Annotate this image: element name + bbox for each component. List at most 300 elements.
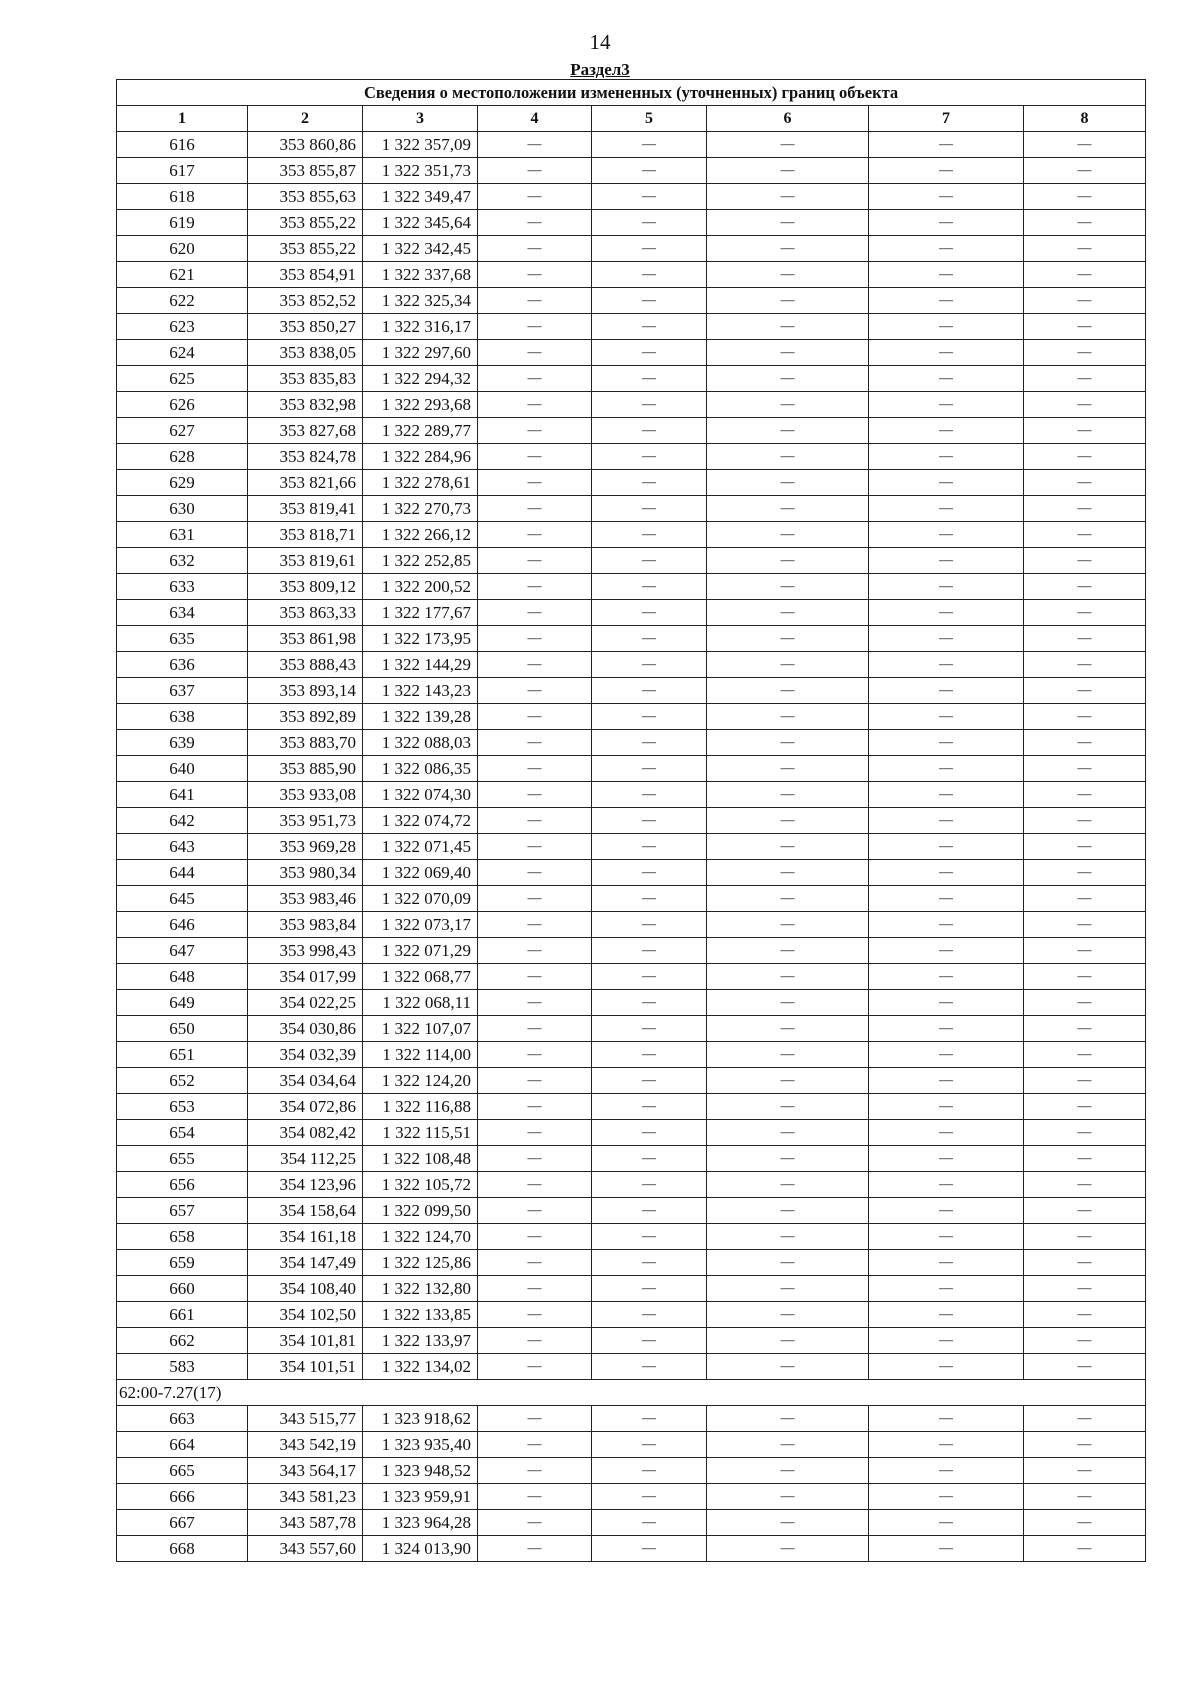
empty-value-cell: — [869,990,1024,1016]
empty-value-cell: — [869,392,1024,418]
page-number: 14 [589,30,611,54]
point-number-cell: 637 [117,678,248,704]
empty-value-cell: — [869,626,1024,652]
x-coordinate-cell: 353 809,12 [248,574,363,600]
point-number-cell: 621 [117,262,248,288]
point-number-cell: 630 [117,496,248,522]
empty-value-cell: — [478,1094,592,1120]
empty-value-cell: — [707,1250,869,1276]
point-number-cell: 654 [117,1120,248,1146]
y-coordinate-cell: 1 323 948,52 [363,1458,478,1484]
table-row [117,1042,1146,1068]
empty-value-cell: — [478,730,592,756]
y-coordinate-cell: 1 322 124,70 [363,1224,478,1250]
table-row [117,1302,1146,1328]
empty-value-cell: — [592,756,707,782]
empty-value-cell: — [869,1484,1024,1510]
empty-value-cell: — [592,470,707,496]
y-coordinate-cell: 1 322 270,73 [363,496,478,522]
empty-value-cell: — [1024,1120,1146,1146]
empty-value-cell: — [592,1354,707,1380]
empty-value-cell: — [478,1276,592,1302]
table-row [117,600,1146,626]
x-coordinate-cell: 353 892,89 [248,704,363,730]
empty-value-cell: — [592,652,707,678]
empty-value-cell: — [1024,782,1146,808]
point-number-cell: 647 [117,938,248,964]
empty-value-cell: — [592,1458,707,1484]
empty-value-cell: — [707,1172,869,1198]
table-title: Сведения о местоположении измененных (уточненных) границ объекта [117,80,1146,106]
point-number-cell: 662 [117,1328,248,1354]
empty-value-cell: — [707,1016,869,1042]
x-coordinate-cell: 343 581,23 [248,1484,363,1510]
table-row [117,1458,1146,1484]
y-coordinate-cell: 1 322 070,09 [363,886,478,912]
empty-value-cell: — [1024,1224,1146,1250]
x-coordinate-cell: 353 893,14 [248,678,363,704]
table-row [117,392,1146,418]
empty-value-cell: — [592,522,707,548]
x-coordinate-cell: 353 824,78 [248,444,363,470]
empty-value-cell: — [869,1094,1024,1120]
empty-value-cell: — [592,704,707,730]
empty-value-cell: — [1024,1354,1146,1380]
empty-value-cell: — [707,756,869,782]
empty-value-cell: — [869,1406,1024,1432]
empty-value-cell: — [1024,912,1146,938]
point-number-cell: 652 [117,1068,248,1094]
point-number-cell: 656 [117,1172,248,1198]
x-coordinate-cell: 343 564,17 [248,1458,363,1484]
empty-value-cell: — [478,1432,592,1458]
point-number-cell: 658 [117,1224,248,1250]
empty-value-cell: — [707,132,869,158]
x-coordinate-cell: 354 102,50 [248,1302,363,1328]
empty-value-cell: — [869,132,1024,158]
empty-value-cell: — [869,1042,1024,1068]
empty-value-cell: — [707,262,869,288]
empty-value-cell: — [592,288,707,314]
empty-value-cell: — [592,730,707,756]
empty-value-cell: — [869,1328,1024,1354]
empty-value-cell: — [869,288,1024,314]
empty-value-cell: — [1024,730,1146,756]
y-coordinate-cell: 1 323 959,91 [363,1484,478,1510]
empty-value-cell: — [1024,210,1146,236]
empty-value-cell: — [1024,600,1146,626]
empty-value-cell: — [478,288,592,314]
empty-value-cell: — [707,834,869,860]
x-coordinate-cell: 354 161,18 [248,1224,363,1250]
x-coordinate-cell: 353 850,27 [248,314,363,340]
y-coordinate-cell: 1 322 115,51 [363,1120,478,1146]
empty-value-cell: — [869,158,1024,184]
empty-value-cell: — [592,158,707,184]
empty-value-cell: — [478,236,592,262]
y-coordinate-cell: 1 322 316,17 [363,314,478,340]
table-row [117,1016,1146,1042]
empty-value-cell: — [592,548,707,574]
group-label: 62:00-7.27(17) [117,1380,1146,1406]
empty-value-cell: — [869,860,1024,886]
empty-value-cell: — [592,444,707,470]
x-coordinate-cell: 354 158,64 [248,1198,363,1224]
column-header: 2 [248,106,363,132]
table-row [117,444,1146,470]
point-number-cell: 635 [117,626,248,652]
empty-value-cell: — [478,574,592,600]
empty-value-cell: — [478,626,592,652]
empty-value-cell: — [1024,184,1146,210]
x-coordinate-cell: 353 883,70 [248,730,363,756]
empty-value-cell: — [1024,314,1146,340]
empty-value-cell: — [1024,262,1146,288]
empty-value-cell: — [869,834,1024,860]
y-coordinate-cell: 1 322 068,11 [363,990,478,1016]
empty-value-cell: — [869,236,1024,262]
point-number-cell: 627 [117,418,248,444]
empty-value-cell: — [869,496,1024,522]
table-row [117,158,1146,184]
x-coordinate-cell: 343 587,78 [248,1510,363,1536]
empty-value-cell: — [1024,1302,1146,1328]
y-coordinate-cell: 1 322 134,02 [363,1354,478,1380]
y-coordinate-cell: 1 322 139,28 [363,704,478,730]
point-number-cell: 649 [117,990,248,1016]
y-coordinate-cell: 1 322 133,85 [363,1302,478,1328]
empty-value-cell: — [1024,1016,1146,1042]
empty-value-cell: — [1024,496,1146,522]
x-coordinate-cell: 353 983,46 [248,886,363,912]
table-row [117,314,1146,340]
empty-value-cell: — [707,626,869,652]
empty-value-cell: — [592,808,707,834]
table-row [117,470,1146,496]
empty-value-cell: — [869,1198,1024,1224]
empty-value-cell: — [478,808,592,834]
point-number-cell: 622 [117,288,248,314]
y-coordinate-cell: 1 322 132,80 [363,1276,478,1302]
point-number-cell: 629 [117,470,248,496]
empty-value-cell: — [478,782,592,808]
empty-value-cell: — [1024,1250,1146,1276]
empty-value-cell: — [592,340,707,366]
x-coordinate-cell: 353 888,43 [248,652,363,678]
point-number-cell: 624 [117,340,248,366]
empty-value-cell: — [707,158,869,184]
empty-value-cell: — [478,1250,592,1276]
x-coordinate-cell: 353 838,05 [248,340,363,366]
empty-value-cell: — [707,1354,869,1380]
x-coordinate-cell: 354 032,39 [248,1042,363,1068]
x-coordinate-cell: 353 855,22 [248,236,363,262]
x-coordinate-cell: 353 827,68 [248,418,363,444]
y-coordinate-cell: 1 322 294,32 [363,366,478,392]
empty-value-cell: — [707,184,869,210]
table-row [117,262,1146,288]
empty-value-cell: — [707,912,869,938]
y-coordinate-cell: 1 322 099,50 [363,1198,478,1224]
point-number-cell: 638 [117,704,248,730]
y-coordinate-cell: 1 322 143,23 [363,678,478,704]
empty-value-cell: — [1024,860,1146,886]
empty-value-cell: — [478,1302,592,1328]
table-row [117,1406,1146,1432]
empty-value-cell: — [478,418,592,444]
y-coordinate-cell: 1 322 073,17 [363,912,478,938]
empty-value-cell: — [1024,366,1146,392]
table-row [117,782,1146,808]
empty-value-cell: — [1024,522,1146,548]
point-number-cell: 618 [117,184,248,210]
point-number-cell: 661 [117,1302,248,1328]
table-row [117,704,1146,730]
empty-value-cell: — [869,210,1024,236]
empty-value-cell: — [707,1458,869,1484]
empty-value-cell: — [707,574,869,600]
table-row [117,418,1146,444]
y-coordinate-cell: 1 322 116,88 [363,1094,478,1120]
empty-value-cell: — [592,1276,707,1302]
column-header: 4 [478,106,592,132]
empty-value-cell: — [1024,964,1146,990]
empty-value-cell: — [869,652,1024,678]
empty-value-cell: — [592,574,707,600]
empty-value-cell: — [592,496,707,522]
x-coordinate-cell: 354 022,25 [248,990,363,1016]
y-coordinate-cell: 1 323 935,40 [363,1432,478,1458]
empty-value-cell: — [592,1484,707,1510]
empty-value-cell: — [869,1510,1024,1536]
empty-value-cell: — [1024,132,1146,158]
y-coordinate-cell: 1 322 293,68 [363,392,478,418]
empty-value-cell: — [1024,418,1146,444]
y-coordinate-cell: 1 322 088,03 [363,730,478,756]
empty-value-cell: — [707,652,869,678]
point-number-cell: 643 [117,834,248,860]
empty-value-cell: — [592,1172,707,1198]
point-number-cell: 642 [117,808,248,834]
x-coordinate-cell: 354 101,51 [248,1354,363,1380]
y-coordinate-cell: 1 322 351,73 [363,158,478,184]
point-number-cell: 623 [117,314,248,340]
empty-value-cell: — [1024,288,1146,314]
empty-value-cell: — [707,886,869,912]
point-number-cell: 617 [117,158,248,184]
empty-value-cell: — [592,678,707,704]
empty-value-cell: — [1024,1510,1146,1536]
point-number-cell: 646 [117,912,248,938]
empty-value-cell: — [1024,1146,1146,1172]
empty-value-cell: — [592,1328,707,1354]
table-row [117,1484,1146,1510]
table-row [117,1354,1146,1380]
empty-value-cell: — [478,1458,592,1484]
x-coordinate-cell: 354 034,64 [248,1068,363,1094]
table-row [117,366,1146,392]
x-coordinate-cell: 353 885,90 [248,756,363,782]
empty-value-cell: — [707,470,869,496]
empty-value-cell: — [478,1068,592,1094]
empty-value-cell: — [869,938,1024,964]
empty-value-cell: — [707,1510,869,1536]
x-coordinate-cell: 353 933,08 [248,782,363,808]
column-header: 5 [592,106,707,132]
point-number-cell: 639 [117,730,248,756]
empty-value-cell: — [478,1172,592,1198]
point-number-cell: 636 [117,652,248,678]
table-row [117,626,1146,652]
empty-value-cell: — [478,1406,592,1432]
empty-value-cell: — [869,912,1024,938]
y-coordinate-cell: 1 322 125,86 [363,1250,478,1276]
table-row [117,340,1146,366]
empty-value-cell: — [478,1198,592,1224]
empty-value-cell: — [478,262,592,288]
empty-value-cell: — [478,522,592,548]
empty-value-cell: — [478,600,592,626]
empty-value-cell: — [1024,886,1146,912]
empty-value-cell: — [592,1536,707,1562]
point-number-cell: 634 [117,600,248,626]
column-header: 8 [1024,106,1146,132]
table-row [117,964,1146,990]
empty-value-cell: — [478,366,592,392]
empty-value-cell: — [592,912,707,938]
x-coordinate-cell: 353 818,71 [248,522,363,548]
y-coordinate-cell: 1 323 964,28 [363,1510,478,1536]
point-number-cell: 663 [117,1406,248,1432]
empty-value-cell: — [869,782,1024,808]
point-number-cell: 625 [117,366,248,392]
x-coordinate-cell: 343 542,19 [248,1432,363,1458]
table-row [117,652,1146,678]
empty-value-cell: — [707,418,869,444]
empty-value-cell: — [592,938,707,964]
empty-value-cell: — [1024,548,1146,574]
point-number-cell: 651 [117,1042,248,1068]
x-coordinate-cell: 353 980,34 [248,860,363,886]
empty-value-cell: — [592,1250,707,1276]
x-coordinate-cell: 353 951,73 [248,808,363,834]
empty-value-cell: — [707,1198,869,1224]
table-row [117,522,1146,548]
empty-value-cell: — [869,1276,1024,1302]
empty-value-cell: — [478,470,592,496]
empty-value-cell: — [869,262,1024,288]
table-row [117,678,1146,704]
y-coordinate-cell: 1 322 349,47 [363,184,478,210]
empty-value-cell: — [707,990,869,1016]
empty-value-cell: — [707,704,869,730]
y-coordinate-cell: 1 322 114,00 [363,1042,478,1068]
y-coordinate-cell: 1 322 289,77 [363,418,478,444]
empty-value-cell: — [592,314,707,340]
empty-value-cell: — [1024,1458,1146,1484]
point-number-cell: 641 [117,782,248,808]
x-coordinate-cell: 353 819,41 [248,496,363,522]
x-coordinate-cell: 353 863,33 [248,600,363,626]
x-coordinate-cell: 354 101,81 [248,1328,363,1354]
empty-value-cell: — [707,938,869,964]
point-number-cell: 664 [117,1432,248,1458]
empty-value-cell: — [1024,574,1146,600]
y-coordinate-cell: 1 322 071,29 [363,938,478,964]
y-coordinate-cell: 1 322 297,60 [363,340,478,366]
point-number-cell: 620 [117,236,248,262]
y-coordinate-cell: 1 324 013,90 [363,1536,478,1562]
empty-value-cell: — [869,1250,1024,1276]
y-coordinate-cell: 1 322 173,95 [363,626,478,652]
empty-value-cell: — [707,288,869,314]
table-row [117,1198,1146,1224]
empty-value-cell: — [1024,808,1146,834]
empty-value-cell: — [478,1484,592,1510]
table-row [117,808,1146,834]
table-row [117,1068,1146,1094]
empty-value-cell: — [478,444,592,470]
empty-value-cell: — [592,1198,707,1224]
empty-value-cell: — [869,366,1024,392]
empty-value-cell: — [1024,444,1146,470]
empty-value-cell: — [869,886,1024,912]
empty-value-cell: — [1024,1276,1146,1302]
table-row [117,496,1146,522]
empty-value-cell: — [707,1042,869,1068]
y-coordinate-cell: 1 322 177,67 [363,600,478,626]
empty-value-cell: — [478,1328,592,1354]
empty-value-cell: — [592,1146,707,1172]
point-number-cell: 657 [117,1198,248,1224]
table-row [117,1328,1146,1354]
table-row [117,730,1146,756]
table-row [117,1536,1146,1562]
empty-value-cell: — [478,184,592,210]
empty-value-cell: — [1024,340,1146,366]
empty-value-cell: — [592,392,707,418]
empty-value-cell: — [1024,652,1146,678]
table-row [117,184,1146,210]
point-number-cell: 648 [117,964,248,990]
table-row [117,1276,1146,1302]
x-coordinate-cell: 353 861,98 [248,626,363,652]
empty-value-cell: — [869,704,1024,730]
empty-value-cell: — [869,574,1024,600]
empty-value-cell: — [592,1094,707,1120]
empty-value-cell: — [869,1302,1024,1328]
empty-value-cell: — [478,1224,592,1250]
y-coordinate-cell: 1 322 069,40 [363,860,478,886]
empty-value-cell: — [869,964,1024,990]
empty-value-cell: — [478,704,592,730]
empty-value-cell: — [707,600,869,626]
y-coordinate-cell: 1 322 200,52 [363,574,478,600]
x-coordinate-cell: 353 969,28 [248,834,363,860]
empty-value-cell: — [592,860,707,886]
empty-value-cell: — [592,1302,707,1328]
empty-value-cell: — [869,678,1024,704]
empty-value-cell: — [478,340,592,366]
empty-value-cell: — [707,1536,869,1562]
column-header: 1 [117,106,248,132]
y-coordinate-cell: 1 322 357,09 [363,132,478,158]
empty-value-cell: — [1024,1094,1146,1120]
empty-value-cell: — [869,808,1024,834]
empty-value-cell: — [592,210,707,236]
empty-value-cell: — [707,1146,869,1172]
table-row [117,756,1146,782]
